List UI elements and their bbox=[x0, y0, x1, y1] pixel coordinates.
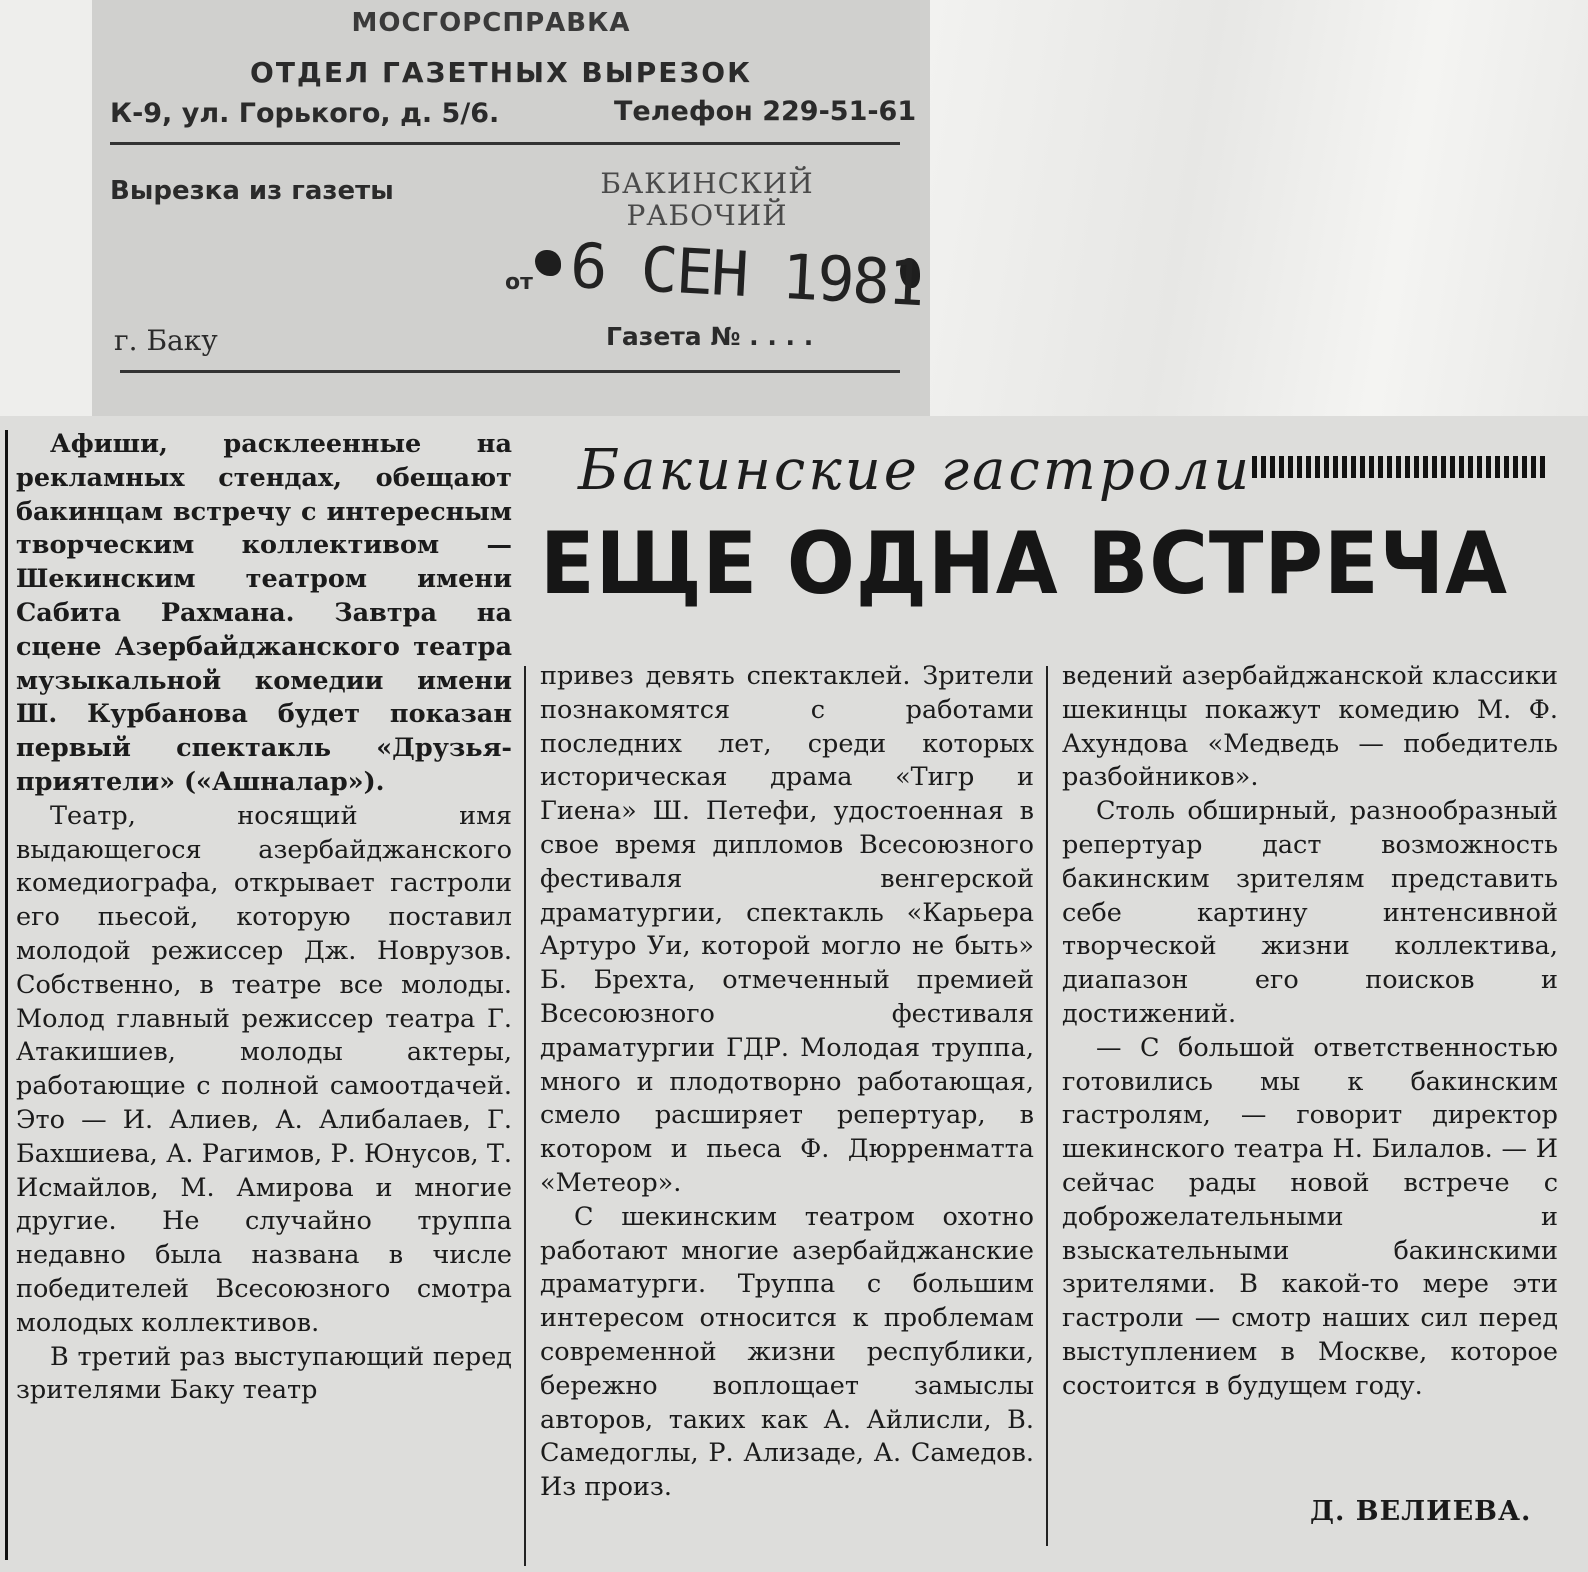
article-paragraph: Столь обширный, разнообразный репертуар даст возможность бакинским зрителям представить себе картину интенсивной творческой жизни коллектива, диапазон его поисков и достижений. bbox=[1062, 796, 1558, 1029]
label-divider-bottom bbox=[120, 370, 900, 373]
cutting-from-label: Вырезка из газеты bbox=[110, 176, 394, 206]
article-column-2 bbox=[540, 660, 1034, 1505]
article-author: Д. ВЕЛИЕВА. bbox=[1310, 1496, 1532, 1527]
background-paper bbox=[930, 0, 1588, 420]
article-column-1 bbox=[16, 428, 512, 1408]
ink-blot bbox=[535, 250, 561, 276]
newspaper-name-line1: БАКИНСКИЙ bbox=[600, 167, 814, 200]
agency-name: МОСГОРСПРАВКА bbox=[351, 8, 631, 38]
date-stamp: 6 СЕН 1981 bbox=[568, 228, 925, 321]
article-paragraph: привез девять спектаклей. Зрители познакомятся с работами последних лет, среди которых историческая драма «Тигр и Гиена» Ш. Петефи, удостоенная в свое время дипломов Всесоюзного фестиваля венгерской драматургии, спектакль «Карьера Артуро Уи, которой могло не быть» Б. Брехта, отмеченный премией Всесоюзного фестиваля драматургии ГДР. Молодая труппа, много и плодотворно работающая, смело расширяет репертуар, в котором и пьеса Ф. Дюрренматта «Метеор». bbox=[540, 661, 1034, 1198]
rubric-title: Бакинские гастроли bbox=[578, 438, 1253, 503]
department-name: ОТДЕЛ ГАЗЕТНЫХ ВЫРЕЗОК bbox=[250, 56, 752, 89]
issue-number: Газета № . . . . bbox=[606, 322, 814, 351]
newspaper-name bbox=[572, 168, 842, 232]
article-lead: Афиши, расклеенные на рекламных стендах, обещают бакинцам встречу с интересным творческим коллективом — Шекинским театром имени Сабита Рахмана. Завтра на сцене Азербайджанского театра музыкальной комедии имени Ш. Курбанова будет показан первый спектакль «Друзья-приятели» («Ашналар»). bbox=[16, 429, 512, 797]
column-rule bbox=[5, 430, 8, 1560]
agency-phone: Телефон 229-51-61 bbox=[614, 96, 917, 127]
article-headline: ЕЩЕ ОДНА ВСТРЕЧА bbox=[540, 514, 1508, 614]
article-paragraph: Театр, носящий имя выдающегося азербайджанского комедиографа, открывает гастроли его пьесой, которую поставил молодой режиссер Дж. Новрузов. Собственно, в театре все молоды. Молод главный режиссер театра Г. Атакишиев, молоды актеры, работающие с полной самоотдачей. Это — И. Алиев, А. Алибалаев, Г. Бахшиева, А. Рагимов, Р. Юнусов, Т. Исмайлов, М. Амирова и многие другие. Не случайно труппа недавно была названа в числе победителей Всесоюзного смотра молодых коллективов. bbox=[16, 800, 512, 1338]
article-paragraph: ведений азербайджанской классики шекинцы покажут комедию М. Ф. Ахундова «Медведь — победитель разбойников». bbox=[1062, 661, 1558, 793]
newspaper-clipping bbox=[0, 416, 1588, 1572]
rubric-decoration bbox=[1252, 456, 1548, 478]
column-rule bbox=[1046, 666, 1048, 1546]
article-paragraph: — С большой ответственностью готовились мы к бакинским гастролям, — говорит директор шекинского театра Н. Билалов. — И сейчас рады новой встрече с доброжелательными и взыскательными бакинскими зрителями. В какой-то мере эти гастроли — смотр наших сил перед выступлением в Москве, которое состоится в будущем году. bbox=[1062, 1032, 1558, 1401]
column-rule bbox=[524, 666, 526, 1566]
article-column-3 bbox=[1062, 660, 1558, 1404]
date-prefix: от bbox=[505, 270, 533, 295]
clipping-service-label bbox=[92, 0, 930, 425]
article-paragraph: В третий раз выступающий перед зрителями Баку театр bbox=[16, 1341, 512, 1406]
newspaper-name-line2: РАБОЧИЙ bbox=[626, 199, 788, 232]
article-paragraph: С шекинским театром охотно работают многие азербайджанские драматурги. Труппа с большим интересом относится к проблемам современной жизни республики, бережно воплощает замыслы авторов, таких как А. Айлисли, В. Самедоглы, Р. Ализаде, А. Самедов. Из произ. bbox=[540, 1201, 1034, 1503]
city-name: г. Баку bbox=[114, 324, 218, 357]
agency-address: К-9, ул. Горького, д. 5/6. bbox=[110, 98, 500, 129]
label-divider bbox=[110, 142, 900, 145]
